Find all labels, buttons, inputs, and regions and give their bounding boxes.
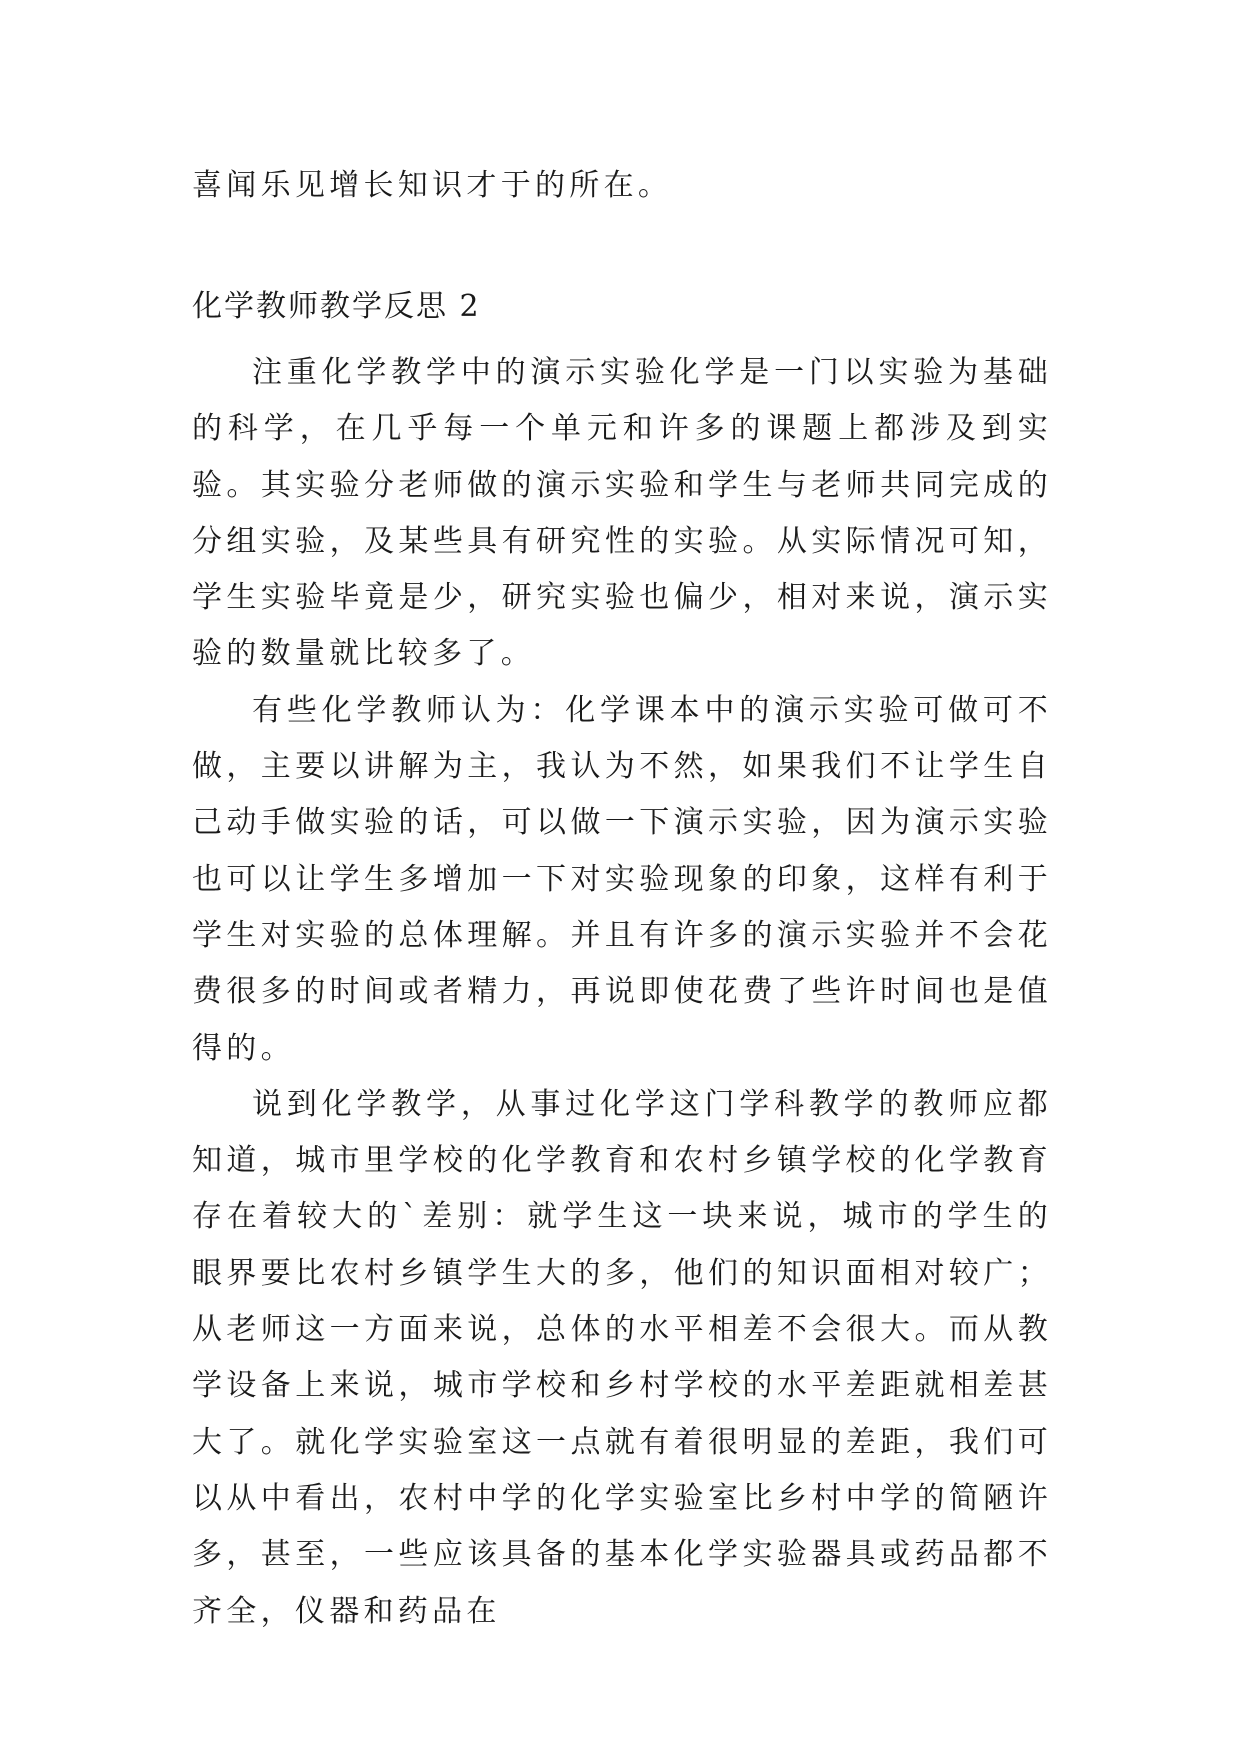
section-title: 化学教师教学反思 2	[192, 289, 481, 324]
lead-line: 喜闻乐见增长知识才于的所在。	[192, 168, 673, 203]
paragraph: 说到化学教学，从事过化学这门学科教学的教师应都知道，城市里学校的化学教育和农村乡镇学校的化学教育存在着较大的`差别：就学生这一块来说，城市的学生的眼界要比农村乡镇学生大的多，他们的知识面相对较广；从老师这一方面来说，总体的水平相差不会很大。而从教学设备上来说，城市学校和乡村学校的水平差距就相差甚大了。就化学实验室这一点就有着很明显的差距，我们可以从中看出，农村中学的化学实验室比乡村中学的简陋许多，甚至，一些应该具备的基本化学实验器具或药品都不齐全，仪器和药品在	[192, 1086, 1052, 1629]
paragraph: 有些化学教师认为：化学课本中的演示实验可做可不做，主要以讲解为主，我认为不然，如果我们不让学生自己动手做实验的话，可以做一下演示实验，因为演示实验也可以让学生多增加一下对实验现象的印象，这样有利于学生对实验的总体理解。并且有许多的演示实验并不会花费很多的时间或者精力，再说即使花费了些许时间也是值得的。	[192, 692, 1052, 1066]
body-text	[192, 345, 1052, 1640]
paragraph: 注重化学教学中的演示实验化学是一门以实验为基础的科学，在几乎每一个单元和许多的课题上都涉及到实验。其实验分老师做的演示实验和学生与老师共同完成的分组实验，及某些具有研究性的实验。从实际情况可知，学生实验毕竟是少，研究实验也偏少，相对来说，演示实验的数量就比较多了。	[192, 355, 1052, 672]
